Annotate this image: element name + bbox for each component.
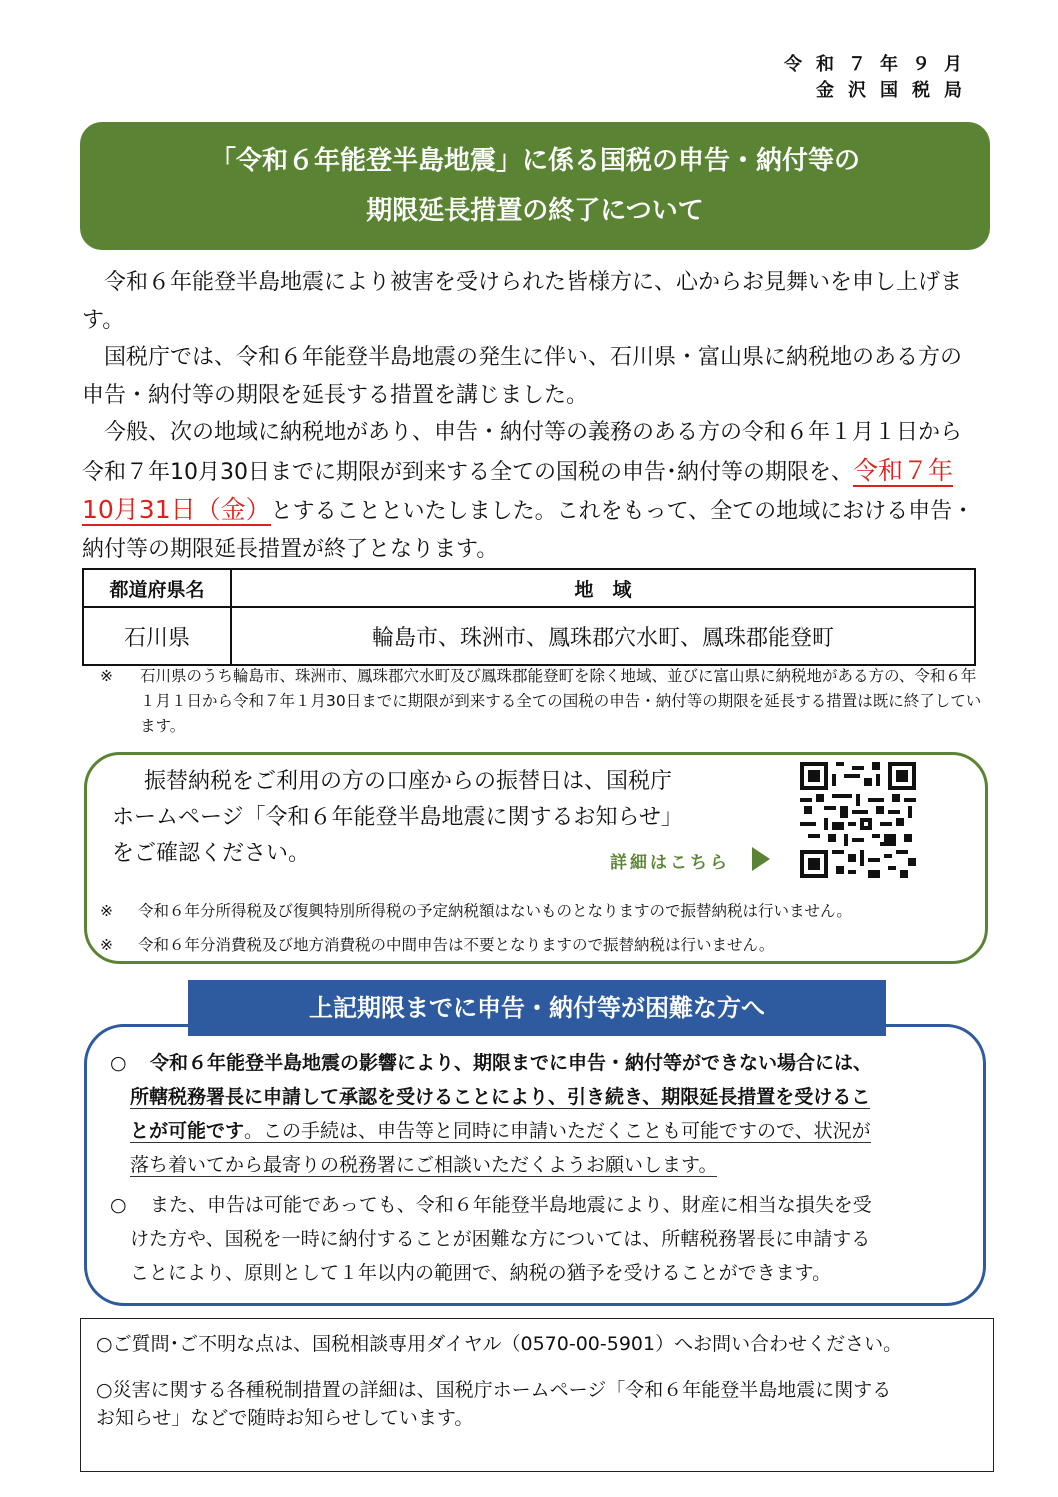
header-area: 地 域 [231, 569, 975, 607]
item1-line1: 令和６年能登半島地震の影響により、期限までに申告・納付等ができない場合には、 [150, 1052, 873, 1074]
table-row [83, 607, 975, 665]
detail-link[interactable]: 詳細はこちら [610, 853, 730, 873]
transfer-line-3: をご確認ください。 [112, 841, 311, 866]
title-line-1: 「令和６年能登半島地震」に係る国税の申告・納付等の [209, 146, 860, 176]
intro-text [82, 264, 982, 568]
intro-paragraph-1: 令和６年能登半島地震により被害を受けられた皆様方に、心からお見舞いを申し上げます。 [82, 270, 963, 333]
item2-line2: けた方や、国税を一時に納付することが困難な方については、所轄税務署長に申請する [130, 1228, 871, 1250]
difficult-cases-header: 上記期限までに申告・納付等が困難な方へ [188, 980, 886, 1036]
bullet-circle: ○ [110, 1052, 127, 1074]
issue-info [784, 52, 976, 104]
table-header-row [83, 569, 975, 607]
item2-line1: また、申告は可能であっても、令和６年能登半島地震により、財産に相当な損失を受 [150, 1194, 872, 1216]
region-note-text: 石川県のうち輪島市、珠洲市、鳳珠郡穴水町及び鳳珠郡能登町を除く地域、並びに富山県に納税地がある方の、令和６年１月１日から令和７年１月30日までに期限が到来する全ての国税の申告・納付等の期限を延長する措置は既に終了しています。 [140, 667, 982, 735]
item2-line3: ことにより、原則として１年以内の範囲で、納税の猶予を受けることができます。 [130, 1262, 832, 1284]
intro-paragraph-2: 国税庁では、令和６年能登半島地震の発生に伴い、石川県・富山県に納税地のある方の申告・納付等の期限を延長する措置を講じました。 [82, 345, 963, 408]
issue-date: 令和７年９月 [784, 54, 976, 75]
intro-p3-before: 今般、次の地域に納税地があり、申告・納付等の義務のある方の令和６年１月１日から令和７年10月30日までに期限が到来する全ての国税の申告･納付等の期限を、 [82, 420, 963, 485]
transfer-line-2: ホームページ「令和６年能登半島地震に関するお知らせ」 [112, 805, 683, 830]
transfer-note-2-text: 令和６年分消費税及び地方消費税の中間申告は不要となりますので振替納税は行いません。 [137, 936, 775, 954]
contact-line-1: ○ご質問･ご不明な点は、国税相談専用ダイヤル（0570-00-5901）へお問い合わせください。 [96, 1333, 903, 1355]
region-table [82, 568, 976, 666]
contact-line-2b: お知らせ」などで随時お知らせしています。 [96, 1407, 474, 1429]
difficult-item-2 [110, 1188, 972, 1290]
transfer-line-1: 振替納税をご利用の方の口座からの振替日は、国税庁 [144, 769, 673, 794]
deadline-date: 令和７年10月31日（金） [82, 455, 954, 524]
region-note [100, 664, 990, 739]
transfer-note-1 [100, 900, 852, 922]
header-prefecture: 都道府県名 [83, 569, 231, 607]
bullet-circle: ○ [110, 1194, 127, 1216]
intro-p3-after: とすることといたしました。これをもって、全ての地域における申告・納付等の期限延長措置が終了となります。 [82, 499, 975, 562]
cell-areas: 輪島市、珠洲市、鳳珠郡穴水町、鳳珠郡能登町 [231, 607, 975, 665]
title-line-2: 期限延長措置の終了について [366, 196, 704, 226]
item1-line2: 所轄税務署長に申請して承認を受けることにより、引き続き、期限延長措置を受けるこ [130, 1086, 871, 1108]
note-mark: ※ [100, 902, 113, 920]
transfer-note-2 [100, 934, 774, 956]
item1-line4: 落ち着いてから最寄りの税務署にご相談いただくようお願いします。 [130, 1154, 718, 1176]
note-mark: ※ [100, 936, 113, 954]
item1-line3-rest: 。この手続は、申告等と同時に申請いただくことも可能ですので、状況が [244, 1120, 871, 1142]
item1-line3-bold: とが可能です [130, 1120, 245, 1142]
cell-prefecture: 石川県 [83, 607, 231, 665]
qr-code[interactable] [800, 762, 916, 878]
transfer-note-1-text: 令和６年分所得税及び復興特別所得税の予定納税額はないものとなりますので振替納税は行いません。 [137, 902, 852, 920]
difficult-item-1 [110, 1046, 972, 1182]
note-mark: ※ [100, 667, 113, 685]
issuer: 金沢国税局 [816, 80, 976, 101]
contact-line-2a: ○災害に関する各種税制措置の詳細は、国税庁ホームページ「令和６年能登半島地震に関する [96, 1379, 892, 1401]
arrow-right-icon[interactable] [752, 847, 770, 871]
intro-paragraph-3 [82, 414, 982, 568]
page-title [80, 122, 990, 250]
